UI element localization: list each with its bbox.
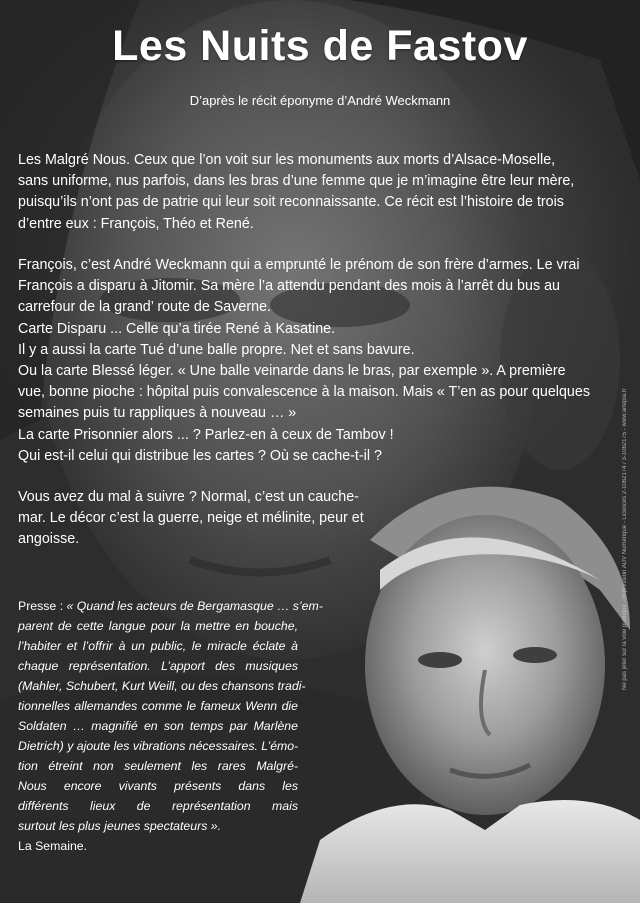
press-line: (Mahler, Schubert, Kurt Weill, ou des chansons tradi- bbox=[18, 679, 306, 693]
text-line: François a disparu à Jitomir. Sa mère l’a attendu pendant des mois à l’arrêt du bus au bbox=[18, 278, 560, 295]
press-label: Presse : bbox=[18, 599, 64, 613]
press-line: tion étreint non seulement les rares Malgré- bbox=[18, 759, 298, 773]
flyer-title: Les Nuits de Fastov bbox=[112, 22, 528, 70]
press-line: parent de cette langue pour la mettre en bouche, bbox=[18, 619, 298, 633]
text-line: François, c’est André Weckmann qui a emprunté le prénom de son frère d’armes. Le vrai bbox=[18, 257, 580, 273]
text-line: La carte Prisonnier alors ... ? Parlez-en à ceux de Tambov ! bbox=[18, 426, 394, 443]
press-line: Nous encore vivants présents dans les bbox=[18, 779, 298, 793]
text-line: sans uniforme, nus parfois, dans les bras d’une femme que je m’imagine être leur mère, bbox=[18, 173, 575, 190]
text-line: Carte Disparu ... Celle qu’a tirée René à Kasatine. bbox=[18, 320, 336, 337]
press-line: surtout les plus jeunes spectateurs ». bbox=[18, 819, 222, 833]
press-quote bbox=[18, 596, 323, 856]
text-line: vue, bonne pioche : hôpital puis convalescence à la maison. Mais « T’en as pour quelques bbox=[18, 384, 590, 401]
text-line: Il y a aussi la carte Tué d’une balle propre. Net et sans bavure. bbox=[18, 341, 415, 358]
press-line: Soldaten … magnifié en son temps par Marlène bbox=[18, 719, 298, 733]
press-quote-start: « Quand les acteurs de Bergamasque … s’em- bbox=[66, 599, 323, 613]
flyer-subtitle: D’après le récit éponyme d’André Weckmann bbox=[189, 93, 451, 108]
text-line: puisqu’ils n’ont pas de patrie qui leur soit reconnaissante. Ce récit est l’histoire de trois bbox=[18, 194, 564, 211]
story-paragraph bbox=[18, 255, 622, 467]
intro-paragraph bbox=[18, 150, 622, 235]
text-line: Vous avez du mal à suivre ? Normal, c’est un cauche- bbox=[18, 489, 359, 505]
press-line: différents lieux de représentation mais bbox=[18, 799, 298, 813]
press-first-line bbox=[18, 596, 323, 616]
text-line: mar. Le décor c’est la guerre, neige et mélinite, peur et bbox=[18, 510, 364, 527]
nightmare-paragraph bbox=[18, 487, 622, 551]
text-line: Qui est-il celui qui distribue les cartes ? Où se cache-t-il ? bbox=[18, 447, 382, 464]
printer-imprint: Ne pas jeter sur la voie publique - Impression ADV Numérique - Licences 2-1062174 / 3-1062175 - www.artepia.fr bbox=[622, 388, 628, 690]
press-line: tionnelles allemandes comme le fameux Wenn die bbox=[18, 699, 298, 713]
text-line: angoisse. bbox=[18, 531, 80, 548]
press-source: La Semaine. bbox=[18, 839, 88, 853]
press-line: l’habiter et l’offrir à un public, le miracle éclate à bbox=[18, 639, 298, 653]
press-line: Dietrich) y ajoute les vibrations nécessaires. L’émo- bbox=[18, 739, 299, 753]
text-line: carrefour de la grand’ route de Saverne. bbox=[18, 299, 271, 316]
text-line: semaines puis tu rappliques à nouveau … » bbox=[18, 405, 297, 422]
text-line: d’entre eux : François, Théo et René. bbox=[18, 215, 254, 232]
text-line: Ou la carte Blessé léger. « Une balle veinarde dans le bras, par exemple ». A première bbox=[18, 363, 566, 380]
press-line: chaque représentation. L’apport des musiques bbox=[18, 659, 298, 673]
text-line: Les Malgré Nous. Ceux que l’on voit sur les monuments aux morts d’Alsace-Moselle, bbox=[18, 152, 556, 168]
